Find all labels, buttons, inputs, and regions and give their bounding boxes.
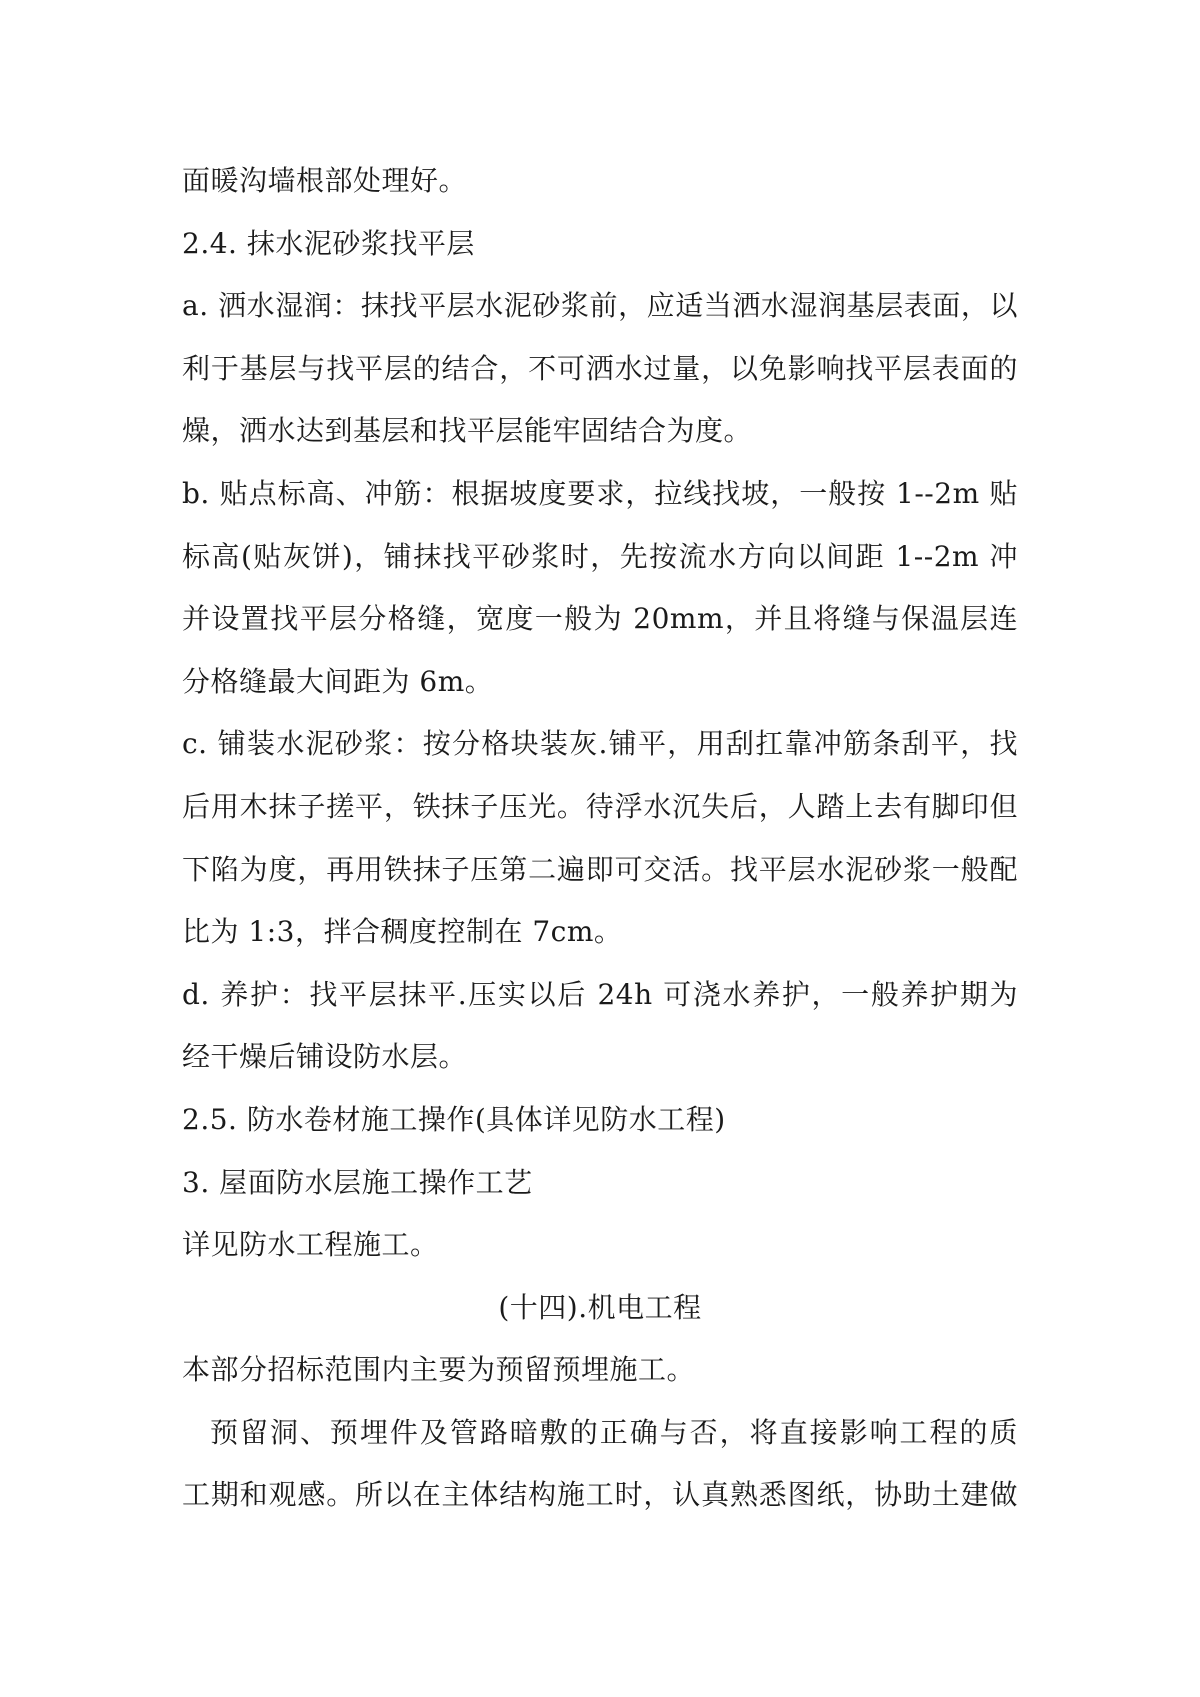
text-line: 本部分招标范围内主要为预留预埋施工。 bbox=[182, 1353, 696, 1387]
chapter-heading: (十四).机电工程 bbox=[498, 1290, 702, 1324]
text-line: 工期和观感。所以在主体结构施工时，认真熟悉图纸，协助土建做 bbox=[182, 1478, 1018, 1512]
text-line: 分格缝最大间距为 6m。 bbox=[182, 664, 494, 698]
text-line: 面暖沟墙根部处理好。 bbox=[182, 164, 468, 197]
text-line: 并设置找平层分格缝，宽度一般为 20mm，并且将缝与保温层连 bbox=[182, 602, 1018, 636]
text-line: 后用木抹子搓平，铁抹子压光。待浮水沉失后，人踏上去有脚印但 bbox=[182, 789, 1018, 823]
document-page bbox=[182, 150, 1018, 1527]
section-heading: 3. 屋面防水层施工操作工艺 bbox=[182, 1165, 533, 1199]
text-line: 预留洞、预埋件及管路暗敷的正确与否，将直接影响工程的质 bbox=[210, 1415, 1018, 1449]
text-line: 标高(贴灰饼)，铺抹找平砂浆时，先按流水方向以间距 1--2m 冲 bbox=[182, 539, 1018, 573]
text-line: a. 洒水湿润：抹找平层水泥砂浆前，应适当洒水湿润基层表面，以 bbox=[182, 289, 1018, 323]
text-line: 经干燥后铺设防水层。 bbox=[182, 1040, 468, 1074]
section-heading: 2.4. 抹水泥砂浆找平层 bbox=[182, 226, 475, 260]
text-line: 下陷为度，再用铁抹子压第二遍即可交活。找平层水泥砂浆一般配 bbox=[182, 852, 1018, 886]
text-line: 燥，洒水达到基层和找平层能牢固结合为度。 bbox=[182, 414, 753, 448]
text-line: d. 养护：找平层抹平.压实以后 24h 可浇水养护，一般养护期为 bbox=[182, 977, 1018, 1011]
text-line: 比为 1:3，拌合稠度控制在 7cm。 bbox=[182, 915, 623, 949]
text-line: c. 铺装水泥砂浆：按分格块装灰.铺平，用刮扛靠冲筋条刮平，找 bbox=[182, 727, 1018, 761]
section-heading: 2.5. 防水卷材施工操作(具体详见防水工程) bbox=[182, 1102, 726, 1136]
text-line: b. 贴点标高、冲筋：根据坡度要求，拉线找坡，一般按 1--2m 贴 bbox=[182, 476, 1018, 510]
text-line: 利于基层与找平层的结合，不可洒水过量，以免影响找平层表面的 bbox=[182, 351, 1018, 385]
text-line: 详见防水工程施工。 bbox=[182, 1228, 439, 1262]
